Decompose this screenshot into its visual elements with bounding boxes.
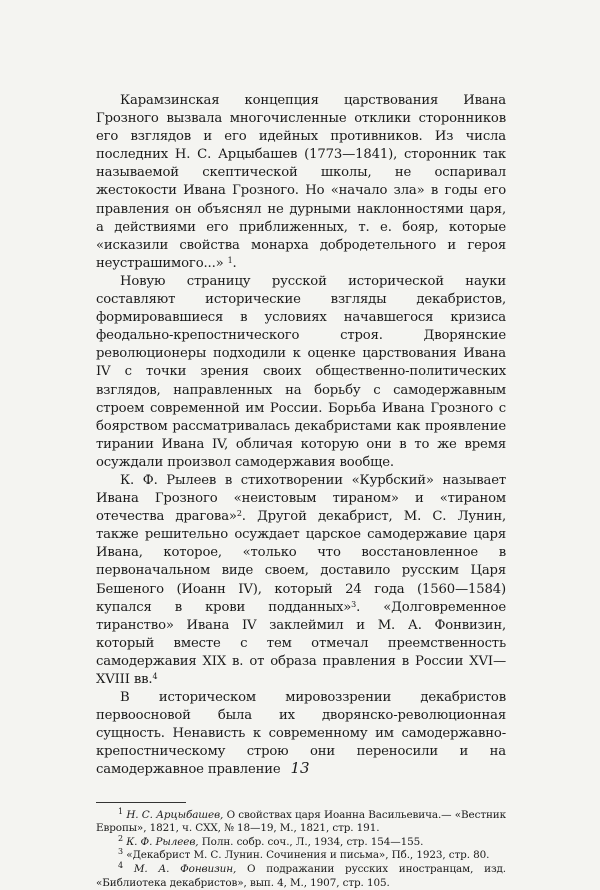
footnote-ref-4[interactable]: 4 (152, 672, 158, 681)
footnote-4 (96, 860, 507, 890)
paragraph-3-text-a: К. Ф. Рылеев в стихотворении «Курбский» называет Ивана Грозного «неистовым тираном» и «тираном отечества драгова» (96, 472, 506, 525)
footnote-ref-3[interactable]: 3 (351, 599, 357, 609)
footnote-3-number: 3 (118, 847, 123, 857)
footnote-4-author: М. А. Фонвизин, (133, 862, 237, 875)
paragraph-2 (96, 273, 506, 472)
footnote-3 (96, 849, 506, 863)
footnote-2-text: Полн. собр. соч., Л., 1934, стр. 154—155. (201, 835, 424, 848)
paragraph-3-text-c: . «Долговременное тиранство» Ивана IV заклеймил и М. А. Фонвизин, который вместе с тем отмечал преемственность самодержавия XIX в. от образа правления в России XVI—XVIII вв. (96, 599, 506, 687)
page-number: 13 (290, 759, 310, 777)
footnote-1-author: Н. С. Арцыбашев, (126, 808, 224, 821)
paragraph-3 (96, 472, 506, 689)
paragraph-3-text-b: . Другой декабрист, М. С. Лунин, также решительно осуждает царское самодержавие царя Ивана, которое, «только что восстановленное в первоначальном виде своем, доставило русским Царя Бешеного (Иоанн IV), который 24 года (1560—1584) купался в крови подданных» (96, 509, 506, 615)
paragraph-2-text: Новую страницу русской исторической науки составляют исторические взгляды декабристов, формировавшиеся в условиях начавшегося кризиса феодально-крепостнического строя. Дворянские революционеры подходили к оценке царствования Ивана IV с точки зрения своих общественно-политических взглядов, направленных на борьбу с самодержавным строем современной им России. Борьба Ивана Грозного с боярством рассматривалась декабристами как проявление тирании Ивана IV, обличая которую они в то же время осуждали произвол самодержавия вообще. (96, 273, 506, 470)
footnote-1 (96, 806, 507, 836)
footnote-1-text: О свойствах царя Иоанна Васильевича.— «Вестник Европы», 1821, ч. CXX, № 18—19, М., 1821, стр. 191. (96, 808, 507, 835)
footnote-ref-1[interactable]: 1 (227, 255, 233, 265)
main-text (96, 92, 506, 780)
footnote-2-author: К. Ф. Рылеев, (126, 835, 199, 848)
footnote-2 (96, 833, 506, 850)
footnote-ref-2[interactable]: 2 (236, 509, 242, 519)
footnotes (96, 806, 507, 890)
footnote-2-number: 2 (118, 833, 123, 843)
footnote-1-number: 1 (118, 806, 123, 816)
footnote-4-number: 4 (118, 860, 123, 870)
footnote-4-text: О подражании русских иностранцам, изд. «Библиотека декабристов», вып. 4, М., 1907, стр. 105. (96, 862, 507, 889)
footnote-divider (96, 802, 186, 803)
paragraph-1: Карамзинская концепция царствования Ивана Грозного вызвала многочисленные отклики сторонников его взглядов и его идейных противников. Из числа последних Н. С. Арцыбашев (1773—1841), сторонник так называемой скептической школы, не оспаривал жестокости Ивана Грозного. Но «начало зла» в годы его правления он объяснял не дурными наклонностями царя, а действиями его приближенных, т. е. бояр, которые «исказили свойства монарха добродетельного и героя неустрашимого...» $^1$. (96, 93, 506, 271)
footnote-3-text: «Декабрист М. С. Лунин. Сочинения и письма», Пб., 1923, стр. 80. (126, 849, 490, 862)
paragraph-1-text: Карамзинская концепция царствования Ивана Грозного вызвала многочисленные отклики сторонников его взглядов и его идейных противников. Из числа последних Н. С. Арцыбашев (1773—1841), сторонник так называемой скептической школы, не оспаривал жестокости Ивана Грозного. Но «начало зла» в годы его правления он объяснял не дурными наклонностями царя, а действиями его приближенных, т. е. бояр, которые «исказили свойства монарха добродетельного и героя неустрашимого...» (96, 93, 506, 271)
paragraph-4-text: В историческом мировоззрении декабристов первоосновой была их дворянско-революционная сущность. Ненависть к современному им самодержавно-крепостническому строю они переносили и на самодержавное правление (96, 690, 506, 778)
